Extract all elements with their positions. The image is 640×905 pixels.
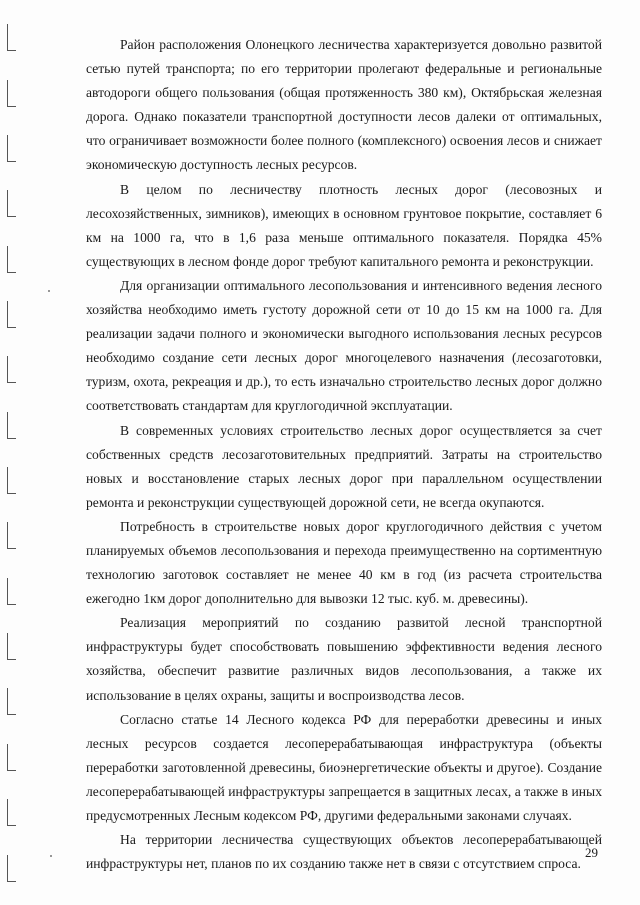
binding-mark xyxy=(7,522,16,549)
document-body xyxy=(86,33,602,876)
page-number: 29 xyxy=(585,845,598,860)
binding-mark xyxy=(7,301,16,328)
paragraph: Реализация мероприятий по созданию развитой лесной транспортной инфраструктуры будет способствовать повышению эффективности ведения лесного хозяйства, обеспечит развитие различных видов лесопользования, а также их использование в целях охраны, защиты и воспроизводства лесов. xyxy=(86,615,602,703)
binding-edge-marks xyxy=(0,0,22,905)
binding-mark xyxy=(7,578,16,605)
binding-mark xyxy=(7,246,16,273)
paragraph: Для организации оптимального лесопользования и интенсивного ведения лесного хозяйства необходимо иметь густоту дорожной сети от 10 до 15 км на 1000 га. Для реализации задачи полного и экономически выгодного использования лесных ресурсов необходимо создание сети лесных дорог многоцелевого назначения (лесозаготовки, туризм, охота, рекреация и др.), то есть изначально строительство лесных дорог должно соответствовать стандартам для круглогодичной эксплуатации. xyxy=(86,277,602,414)
binding-mark xyxy=(7,190,16,217)
binding-mark xyxy=(7,633,16,660)
binding-mark xyxy=(7,855,16,882)
binding-mark xyxy=(7,356,16,383)
binding-mark xyxy=(7,24,16,51)
paragraph: На территории лесничества существующих объектов лесоперерабатывающей инфраструктуры нет, планов по их созданию также нет в связи с отсутствием спроса. xyxy=(86,832,602,872)
binding-mark xyxy=(7,688,16,715)
binding-mark xyxy=(7,744,16,771)
paragraph: В современных условиях строительство лесных дорог осуществляется за счет собственных средств лесозаготовительных предприятий. Затраты на строительство новых и восстановление старых лесных дорог при параллельном осуществлении ремонта и реконструкции существующей дорожной сети, не всегда окупаются. xyxy=(86,422,602,510)
binding-mark xyxy=(7,467,16,494)
paragraph: Район расположения Олонецкого лесничества характеризуется довольно развитой сетью путей транспорта; по его территории пролегают федеральные и региональные автодороги общего пользования (общая протяженность 380 км), Октябрьская железная дорога. Однако показатели транспортной доступности лесов далеки от оптимальных, что ограничивает возможности более полного (комплексного) освоения лесов и снижает экономическую доступность лесных ресурсов. xyxy=(86,37,602,173)
binding-mark xyxy=(7,412,16,439)
scan-speck xyxy=(50,855,52,857)
binding-mark xyxy=(7,80,16,107)
paragraph: В целом по лесничеству плотность лесных дорог (лесовозных и лесохозяйственных, зимников), имеющих в основном грунтовое покрытие, составляет 6 км на 1000 га, что в 1,6 раза меньше оптимального показателя. Порядка 45% существующих в лесном фонде дорог требуют капитального ремонта и реконструкции. xyxy=(86,181,602,269)
paragraph: Согласно статье 14 Лесного кодекса РФ для переработки древесины и иных лесных ресурсов создается лесоперерабатывающая инфраструктура (объекты переработки заготовленной древесины, биоэнергетические объекты и другое). Создание лесоперерабатывающей инфраструктуры запрещается в защитных лесах, а также в иных предусмотренных Лесным кодексом РФ, другими федеральными законами случаях. xyxy=(86,711,602,823)
binding-mark xyxy=(7,799,16,826)
scan-speck xyxy=(48,290,50,292)
binding-mark xyxy=(7,135,16,162)
paragraph: Потребность в строительстве новых дорог круглогодичного действия с учетом планируемых объемов лесопользования и перехода преимущественно на сортиментную технологию заготовок составляет не менее 40 км в год (из расчета строительства ежегодно 1км дорог дополнительно для вывозки 12 тыс. куб. м. древесины). xyxy=(86,518,602,607)
